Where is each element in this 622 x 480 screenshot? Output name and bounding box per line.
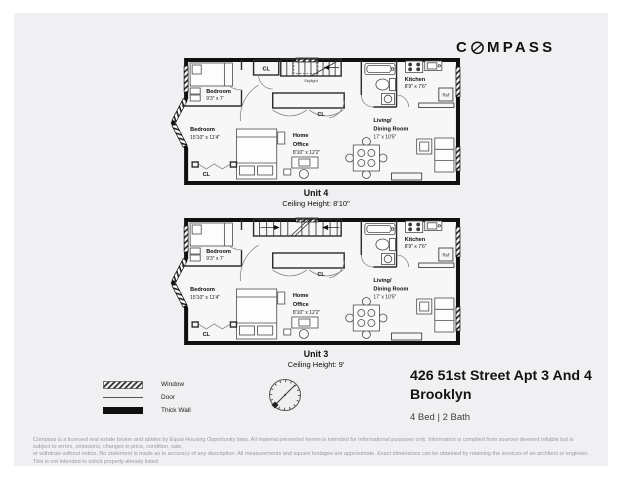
unit-name: Unit 4 — [303, 188, 329, 198]
room-label: Kitchen — [404, 77, 426, 83]
legend-row-door — [103, 391, 191, 404]
floor-plan-unit-4 — [170, 57, 462, 187]
sink-icon — [381, 94, 394, 105]
legend-label-door: Door — [161, 394, 176, 401]
closet-label: CL — [262, 66, 270, 73]
legend-label-thick-wall: Thick Wall — [161, 407, 191, 414]
unit-3-label — [170, 349, 462, 369]
kitchen-sink-icon — [425, 221, 442, 231]
room-dims: 8'10" x 12'2" — [292, 310, 321, 316]
bathtub-icon — [365, 64, 395, 75]
refrigerator-label: Ref — [442, 92, 450, 98]
room-label: Office — [292, 142, 309, 148]
compass-logo — [456, 39, 555, 56]
room-dims: 15'10" x 11'4" — [190, 135, 221, 141]
bathtub-icon — [365, 224, 395, 235]
compass-rose-icon — [262, 372, 308, 418]
room-label: Bedroom — [190, 287, 215, 293]
disclaimer-line-2: or withdraw without notice. No statement is made as to accuracy of any description. All measurements and square footages are approximate. Exact dimensions can be obtained by retaining the services of an architect or engineer. This is not intended to solicit property already listed. — [33, 451, 589, 465]
unit-ceiling-height: Ceiling Height: 9' — [287, 360, 345, 369]
floor-plan-unit-3 — [170, 217, 462, 347]
room-dims: 8'10" x 12'2" — [292, 150, 321, 156]
skylight-label: Skylight — [304, 78, 318, 83]
room-label: Home — [292, 133, 309, 139]
kitchen-sink-icon — [425, 61, 442, 71]
room-dims: 17' x 10'5" — [373, 134, 397, 141]
stove-icon — [406, 221, 423, 233]
window-icon — [184, 226, 188, 252]
room-label: Office — [292, 302, 309, 308]
room-dims: 9'3" x 7' — [206, 256, 224, 262]
door-swatch-icon — [103, 397, 143, 398]
room-label: Dining Room — [373, 286, 409, 293]
thick-wall-swatch-icon — [103, 407, 143, 414]
room-label: Kitchen — [404, 237, 426, 243]
unit-ceiling-height: Ceiling Height: 8'10" — [282, 199, 350, 208]
room-label: Living/ — [373, 278, 392, 284]
stove-icon — [406, 61, 423, 73]
legend-row-thick-wall — [103, 404, 191, 417]
room-label: Bedroom — [206, 249, 231, 255]
window-icon — [184, 66, 188, 92]
window-swatch-icon — [103, 381, 143, 389]
window-icon — [456, 147, 460, 171]
closet-label: CL — [317, 272, 325, 278]
refrigerator-label: Ref — [442, 252, 450, 258]
legend — [103, 378, 191, 417]
room-label: Home — [292, 293, 309, 299]
address-line-2: Brooklyn — [410, 387, 472, 403]
closet-label: CL — [202, 172, 210, 178]
legend-row-window — [103, 378, 191, 391]
closet-label: CL — [317, 112, 325, 118]
room-dims: 15'10" x 11'4" — [190, 295, 221, 301]
toilet-icon — [376, 239, 396, 251]
legend-label-window: Window — [161, 381, 185, 388]
window-icon — [456, 67, 460, 97]
room-dims: 8'9" x 7'6" — [404, 244, 427, 250]
closet-label: CL — [202, 332, 210, 338]
window-icon — [456, 307, 460, 331]
disclaimer-line-1: Compass is a licensed real estate broker and abides by Equal Housing Opportunity laws. All material presented herein is intended for informational purposes only. Information is compiled from sources deemed reliable but is subject to errors, omissions, changes in price, condition, sale, — [33, 437, 574, 451]
address — [410, 367, 592, 423]
room-dims: 17' x 10'5" — [373, 294, 397, 301]
beds-baths: 4 Bed | 2 Bath — [410, 412, 471, 423]
logo-text-c: C — [456, 39, 471, 56]
room-dims: 8'9" x 7'6" — [404, 84, 427, 90]
room-label: Bedroom — [190, 127, 215, 133]
room-label: Dining Room — [373, 126, 409, 133]
unit-name: Unit 3 — [303, 349, 329, 359]
toilet-icon — [376, 79, 396, 91]
logo-text-mpass: MPASS — [487, 39, 556, 56]
compass-logo-o-icon — [470, 40, 485, 55]
window-icon — [456, 227, 460, 257]
room-label: Living/ — [373, 118, 392, 124]
address-line-1: 426 51st Street Apt 3 And 4 — [410, 368, 592, 384]
room-label: Bedroom — [206, 89, 231, 95]
sink-icon — [381, 254, 394, 265]
disclaimer — [33, 437, 591, 466]
unit-4-label — [170, 188, 462, 208]
room-dims: 9'3" x 7' — [206, 96, 224, 102]
